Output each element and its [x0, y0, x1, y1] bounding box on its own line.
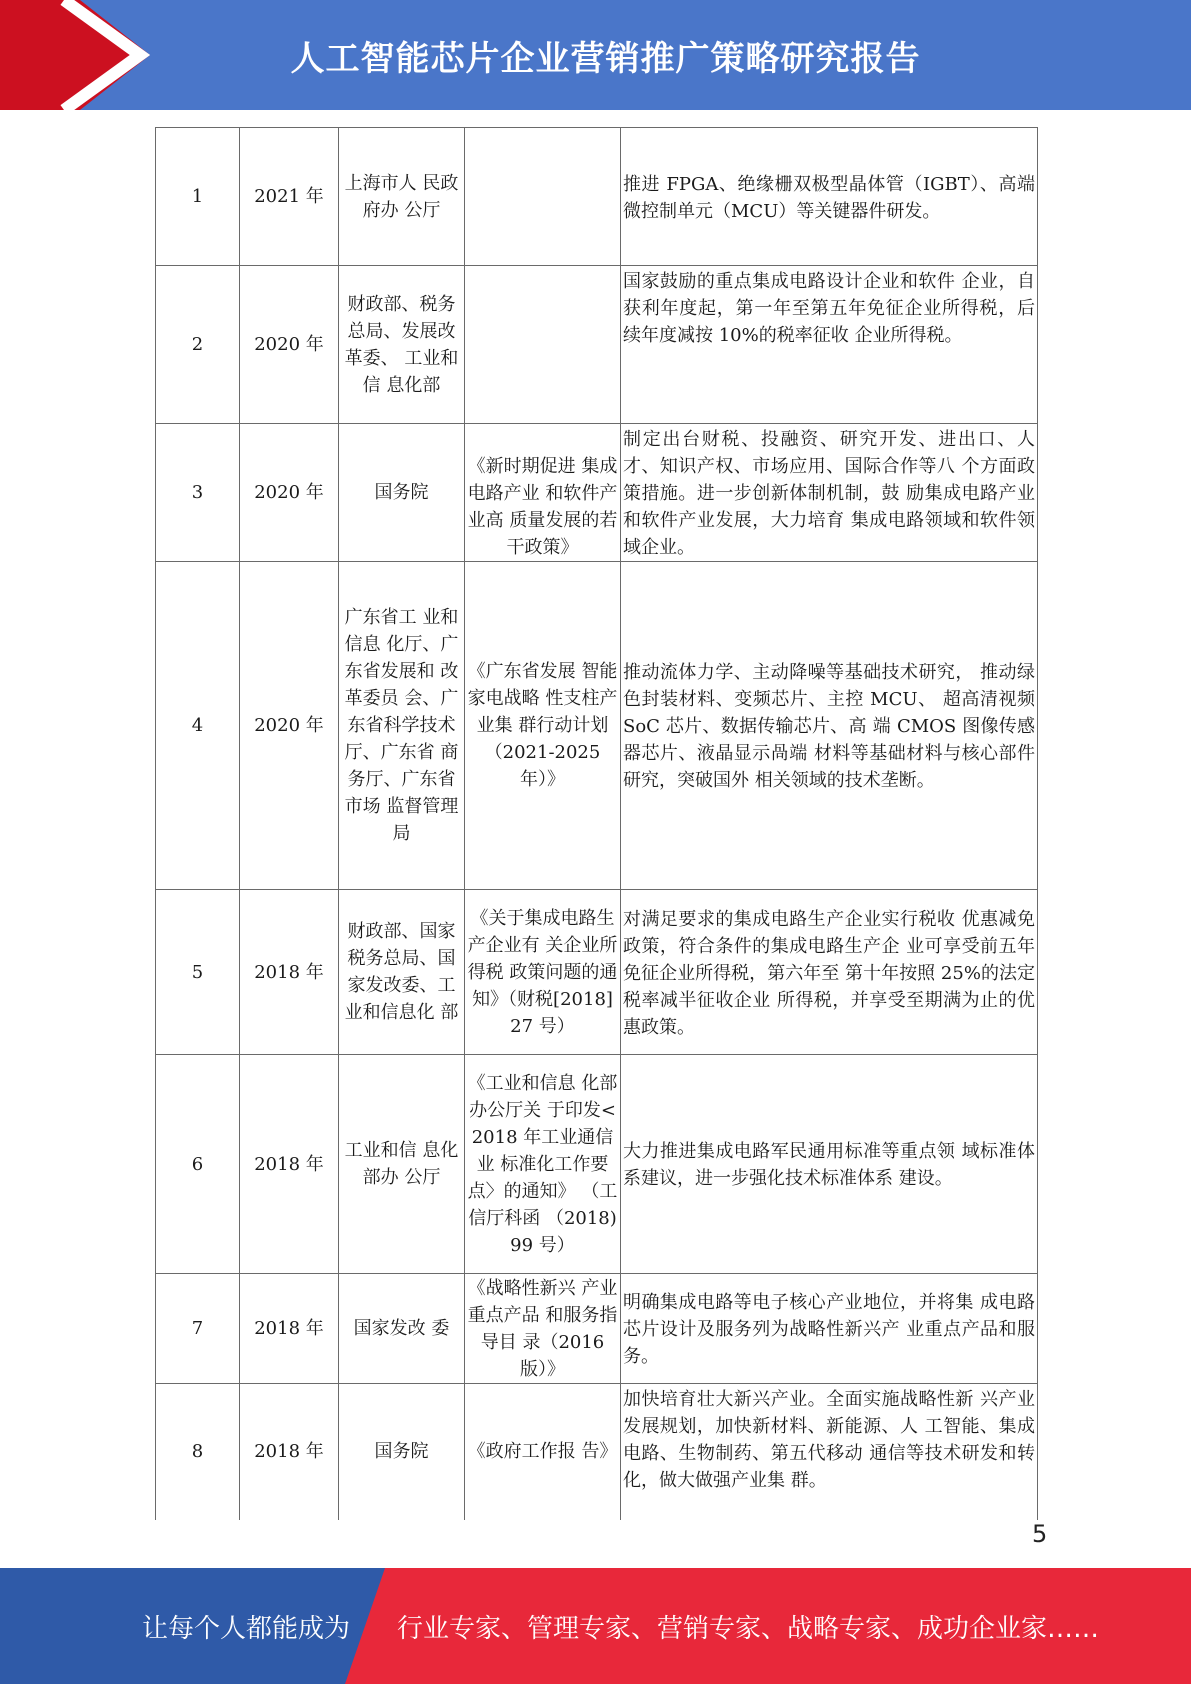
row-number: 7: [156, 1274, 240, 1384]
row-year: 2018 年: [240, 890, 339, 1055]
table-row: [156, 1274, 1038, 1384]
row-number: 2: [156, 266, 240, 424]
row-issuer: 国家发改 委: [339, 1274, 465, 1384]
row-document: 《广东省发展 智能家电战略 性支柱产业集 群行动计划（2021-2025 年）》: [465, 562, 621, 890]
table-row: [156, 424, 1038, 562]
row-number: 4: [156, 562, 240, 890]
policy-table: [155, 127, 1038, 1520]
footer-slogan-left: 让每个人都能成为: [142, 1613, 351, 1644]
row-document: 《战略性新兴 产业重点产品 和服务指导目 录（2016 版）》: [465, 1274, 621, 1384]
row-year: 2020 年: [240, 562, 339, 890]
row-issuer: 工业和信 息化部办 公厅: [339, 1055, 465, 1274]
row-description: 国家鼓励的重点集成电路设计企业和软件 企业，自获利年度起，第一年至第五年免征企业所得税，后续年度减按 10%的税率征收 企业所得税。: [621, 266, 1038, 424]
row-description: 推动流体力学、主动降噪等基础技术研究， 推动绿色封装材料、变频芯片、主控 MCU、 超高清视频 SoC 芯片、数据传输芯片、高 端 CMOS 图像传感器芯片、液晶显示咼端 材料等基础材料与核心部件研究，突破国外 相关领域的技术垄断。: [621, 562, 1038, 890]
row-number: 6: [156, 1055, 240, 1274]
page-footer: [0, 1568, 1191, 1684]
page-header: [0, 0, 1191, 110]
row-issuer: 国务院: [339, 1384, 465, 1520]
row-issuer: 广东省工 业和信息 化厅、广东省发展和 改革委员 会、广东省科学技术 厅、广东省 商务厅、广东省市场 监督管理 局: [339, 562, 465, 890]
row-description: 加快培育壮大新兴产业。全面实施战略性新 兴产业发展规划，加快新材料、新能源、人 工智能、集成电路、生物制药、第五代移动 通信等技术研发和转化，做大做强产业集 群。: [621, 1384, 1038, 1520]
row-year: 2020 年: [240, 266, 339, 424]
footer-slogan-right: 行业专家、管理专家、营销专家、战略专家、成功企业家……: [397, 1613, 1100, 1644]
table-row: [156, 890, 1038, 1055]
table-row: [156, 562, 1038, 890]
row-document: 《工业和信息 化部办公厅关 于印发<2018 年工业通信业 标准化工作要 点〉的通知》 （工信厅科函 （2018)99 号）: [465, 1055, 621, 1274]
row-issuer: 财政部、税务总局、发展改革委、 工业和信 息化部: [339, 266, 465, 424]
report-title: 人工智能芯片企业营销推广策略研究报告: [290, 38, 921, 79]
row-year: 2018 年: [240, 1384, 339, 1520]
page-number: 5: [1032, 1520, 1048, 1548]
policy-table-wrap: [155, 127, 1037, 1520]
table-row: [156, 1384, 1038, 1520]
row-document: [465, 128, 621, 266]
row-year: 2018 年: [240, 1055, 339, 1274]
row-document: 《政府工作报 告》: [465, 1384, 621, 1520]
row-year: 2020 年: [240, 424, 339, 562]
row-description: 对满足要求的集成电路生产企业实行税收 优惠减免政策，符合条件的集成电路生产企 业可享受前五年免征企业所得税，第六年至 第十年按照 25%的法定税率减半征收企业 所得税，并享受至期满为止的优惠政策。: [621, 890, 1038, 1055]
row-year: 2018 年: [240, 1274, 339, 1384]
row-number: 5: [156, 890, 240, 1055]
table-row: [156, 1055, 1038, 1274]
row-description: 明确集成电路等电子核心产业地位，并将集 成电路芯片设计及服务列为战略性新兴产 业重点产品和服务。: [621, 1274, 1038, 1384]
row-number: 8: [156, 1384, 240, 1520]
row-description: 推进 FPGA、绝缘栅双极型晶体管（IGBT）、高端微控制单元（MCU）等关键器件研发。: [621, 128, 1038, 266]
row-issuer: 国务院: [339, 424, 465, 562]
row-description: 制定出台财税、投融资、研究开发、进出口、人才、知识产权、市场应用、国际合作等八 个方面政策措施。进一步创新体制机制，鼓 励集成电路产业和软件产业发展，大力培育 集成电路领域和软件领域企业。: [621, 424, 1038, 562]
row-document: [465, 266, 621, 424]
table-row: [156, 266, 1038, 424]
table-row: [156, 128, 1038, 266]
row-number: 3: [156, 424, 240, 562]
row-issuer: 财政部、国家税务总局、国家发改委、工业和信息化 部: [339, 890, 465, 1055]
row-issuer: 上海市人 民政府办 公厅: [339, 128, 465, 266]
row-document: 《新时期促进 集成电路产业 和软件产业高 质量发展的若 干政策》: [465, 424, 621, 562]
row-number: 1: [156, 128, 240, 266]
row-document: 《关于集成电路生产企业有 关企业所得税 政策问题的通 知》（财税[2018]27 号）: [465, 890, 621, 1055]
row-year: 2021 年: [240, 128, 339, 266]
row-description: 大力推进集成电路军民通用标准等重点领 域标准体系建议，进一步强化技术标准体系 建设。: [621, 1055, 1038, 1274]
